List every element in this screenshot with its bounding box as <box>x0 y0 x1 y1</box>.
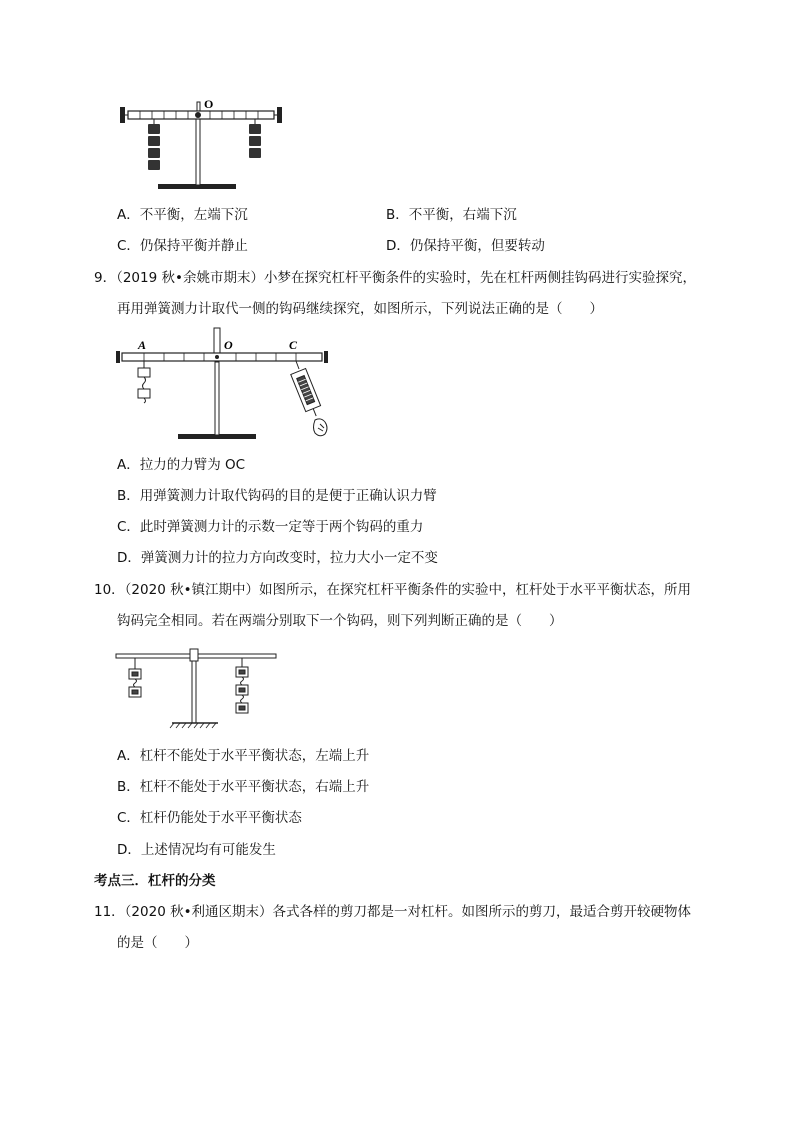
q11-stem-line1: 11．（2020 秋•利通区期末）各式各样的剪刀都是一对杠杆。如图所示的剪刀，最适合剪开较硬物体 <box>94 904 692 920</box>
q9-lever-bar <box>122 353 322 361</box>
q8-stand <box>196 116 200 185</box>
q8-option-a: A．不平衡，左端下沉 <box>117 207 248 223</box>
q9-label-c: C <box>289 338 298 352</box>
q9-label-o: O <box>224 338 233 352</box>
q9-option-b: B．用弹簧测力计取代钩码的目的是便于正确认识力臂 <box>117 488 437 504</box>
q9-label-a: A <box>138 338 147 352</box>
q9-spring-scale <box>291 361 324 419</box>
q10-left-weights <box>129 658 141 697</box>
q9-option-d: D．弹簧测力计的拉力方向改变时，拉力大小一定不变 <box>117 550 438 566</box>
q9-hand <box>314 419 328 436</box>
q8-right-weights <box>249 119 261 158</box>
q10-stem-line2: 钩码完全相同。若在两端分别取下一个钩码，则下列判断正确的是（ ） <box>117 613 563 629</box>
q10-right-weights <box>236 658 248 713</box>
q8-left-weights <box>148 119 160 170</box>
q9-option-a: A．拉力的力臂为 OC <box>117 457 246 473</box>
q8-lever-figure <box>114 96 284 196</box>
q8-option-c: C．仍保持平衡并静止 <box>117 238 248 254</box>
q10-option-c: C．杠杆仍能处于水平平衡状态 <box>117 810 302 826</box>
q9-weights <box>138 361 150 403</box>
q9-stem-line2: 再用弹簧测力计取代一侧的钩码继续探究，如图所示，下列说法正确的是（ ） <box>117 301 603 317</box>
q10-stand <box>192 661 196 723</box>
q10-lever-figure <box>114 645 284 730</box>
q9-stand <box>215 362 219 435</box>
q10-option-a: A．杠杆不能处于水平平衡状态，左端上升 <box>117 748 370 764</box>
q9-lever-figure <box>112 326 342 441</box>
q8-option-b: B．不平衡，右端下沉 <box>386 207 517 223</box>
q9-stem-line1: 9．（2019 秋•余姚市期末）小梦在探究杠杆平衡条件的实验时，先在杠杆两侧挂钩码进行实验探究， <box>94 270 696 286</box>
q8-pivot <box>195 112 201 118</box>
q10-option-d: D．上述情况均有可能发生 <box>117 842 276 858</box>
q8-pivot-label: O <box>204 97 214 111</box>
q10-option-b: B．杠杆不能处于水平平衡状态，右端上升 <box>117 779 370 795</box>
q11-stem-line2: 的是（ ） <box>117 935 198 951</box>
q8-option-d: D．仍保持平衡，但要转动 <box>386 238 545 254</box>
q10-stem-line1: 10．（2020 秋•镇江期中）如图所示，在探究杠杆平衡条件的实验中，杠杆处于水平平衡状态，所用 <box>94 582 692 598</box>
section-heading: 考点三．杠杆的分类 <box>94 873 216 889</box>
q9-option-c: C．此时弹簧测力计的示数一定等于两个钩码的重力 <box>117 519 424 535</box>
